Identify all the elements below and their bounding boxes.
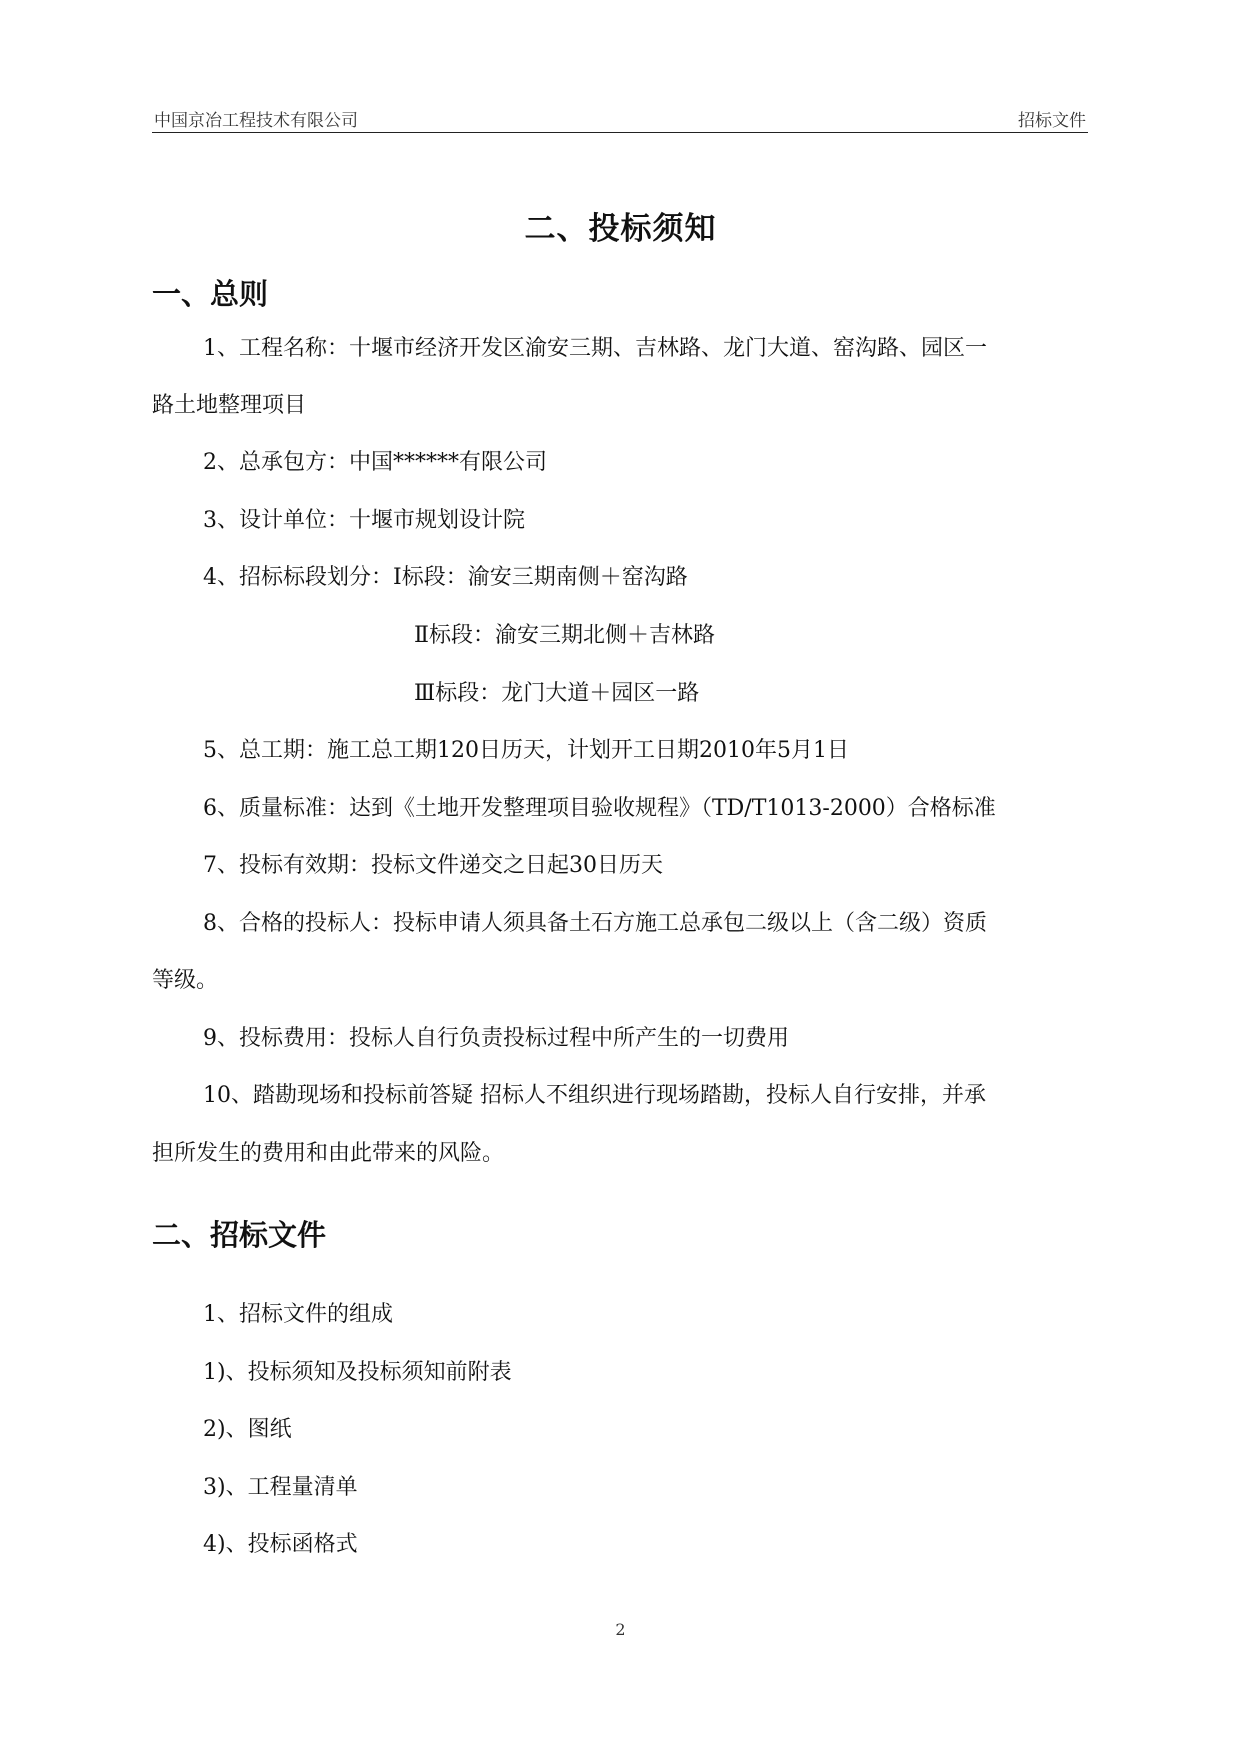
paragraph-bid-cost: 9、投标费用：投标人自行负责投标过程中所产生的一切费用: [203, 1026, 789, 1051]
list-item: 3)、工程量清单: [203, 1475, 358, 1500]
paragraph-quality: 6、质量标准：达到《土地开发整理项目验收规程》（TD/T1013-2000）合格标准: [203, 796, 996, 821]
paragraph-validity: 7、投标有效期：投标文件递交之日起30日历天: [203, 853, 663, 878]
paragraph-bid-section-2: Ⅱ标段：渝安三期北侧＋吉林路: [414, 623, 715, 648]
list-item: 2)、图纸: [203, 1417, 292, 1442]
header-company: 中国京冶工程技术有限公司: [154, 111, 358, 131]
paragraph-design-unit: 3、设计单位：十堰市规划设计院: [203, 508, 525, 533]
document-title: 二、投标须知: [524, 211, 717, 247]
paragraph-site-visit-cont: 担所发生的费用和由此带来的风险。: [152, 1141, 505, 1166]
paragraph-qualified-bidder-cont: 等级。: [152, 968, 219, 993]
paragraph-site-visit: 10、踏勘现场和投标前答疑 招标人不组织进行现场踏勘，投标人自行安排，并承: [203, 1083, 986, 1108]
paragraph-qualified-bidder: 8、合格的投标人：投标申请人须具备土石方施工总承包二级以上（含二级）资质: [203, 911, 987, 936]
list-item: 1)、投标须知及投标须知前附表: [203, 1360, 512, 1385]
page-number: 2: [615, 1620, 626, 1639]
section-heading-general: 一、总则: [152, 277, 269, 311]
paragraph-project-name: 1、工程名称：十堰市经济开发区渝安三期、吉林路、龙门大道、窑沟路、园区一: [203, 336, 987, 361]
paragraph-project-name-cont: 路土地整理项目: [152, 393, 307, 418]
paragraph-bid-section-3: Ⅲ标段：龙门大道＋园区一路: [414, 681, 700, 706]
paragraph-duration: 5、总工期：施工总工期120日历天，计划开工日期2010年5月1日: [203, 738, 849, 763]
paragraph-contractor: 2、总承包方：中国******有限公司: [203, 450, 547, 475]
list-item: 4)、投标函格式: [203, 1532, 358, 1557]
section-heading-tender-docs: 二、招标文件: [152, 1218, 327, 1252]
header-doc-type: 招标文件: [1018, 111, 1086, 131]
page-header: [152, 104, 1088, 133]
list-item: 1、招标文件的组成: [203, 1302, 393, 1327]
paragraph-bid-sections: 4、招标标段划分：Ⅰ标段：渝安三期南侧＋窑沟路: [203, 565, 688, 590]
